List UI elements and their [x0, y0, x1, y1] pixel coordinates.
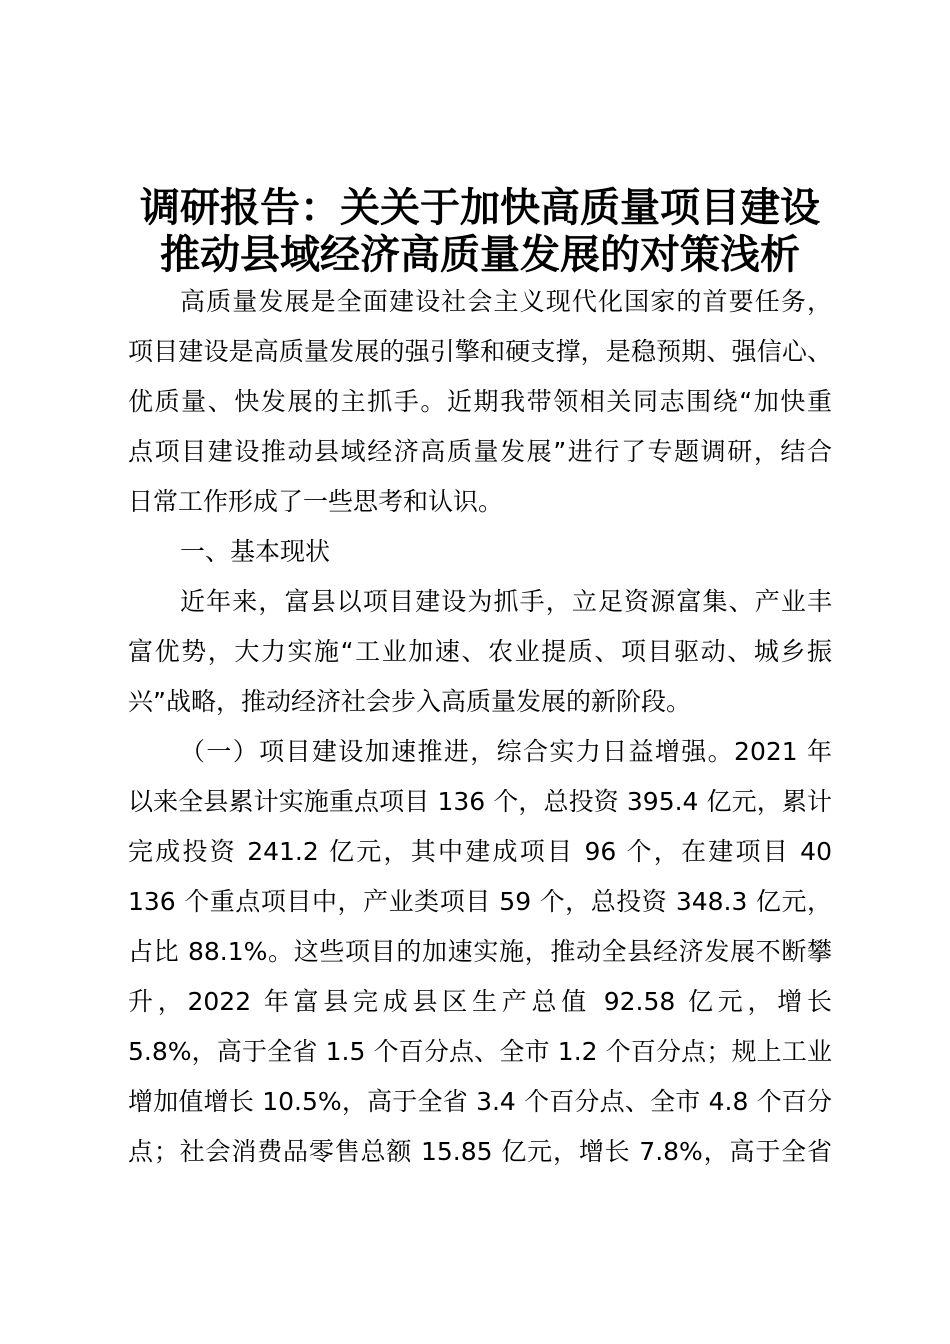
text-line: 增加值增长 10.5%，高于全省 3.4 个百分点、全市 4.8 个百分 [128, 1087, 832, 1116]
text-line: 点项目建设推动县域经济高质量发展”进行了专题调研，结合 [128, 437, 832, 466]
text-line: 项目建设是高质量发展的强引擎和硬支撑，是稳预期、强信心、 [128, 337, 832, 366]
text-line: 优质量、快发展的主抓手。近期我带领相关同志围绕“加快重 [128, 387, 832, 416]
document-title-line: 调研报告：关关于加快高质量项目建设 [140, 185, 820, 231]
text-line: 136 个重点项目中，产业类项目 59 个，总投资 348.3 亿元， [128, 887, 832, 916]
section-heading-text: 一、基本现状 [180, 537, 331, 566]
paragraph-overview [128, 577, 832, 727]
text-line: 近年来，富县以项目建设为抓手，立足资源富集、产业丰 [180, 587, 832, 616]
text-line: 以来全县累计实施重点项目 136 个，总投资 395.4 亿元，累计 [128, 787, 832, 816]
text-line: 完成投资 241.2 亿元，其中建成项目 96 个，在建项目 40 [128, 837, 832, 866]
text-line: 升，2022 年富县完成县区生产总值 92.58 亿元，增长 [128, 987, 832, 1016]
paragraph-intro [128, 277, 832, 527]
section-heading [128, 527, 832, 577]
document-title [120, 185, 840, 279]
text-line: 高质量发展是全面建设社会主义现代化国家的首要任务， [180, 287, 832, 316]
text-line: （一）项目建设加速推进，综合实力日益增强。2021 年 [180, 737, 832, 766]
document-body [128, 277, 832, 1177]
text-line: 富优势，大力实施“工业加速、农业提质、项目驱动、城乡振 [128, 637, 832, 666]
paragraph-project-construction [128, 727, 832, 1177]
text-line: 点；社会消费品零售总额 15.85 亿元，增长 7.8%，高于全省 [128, 1137, 832, 1166]
text-line: 占比 88.1%。这些项目的加速实施，推动全县经济发展不断攀 [128, 937, 832, 966]
text-line: 兴”战略，推动经济社会步入高质量发展的新阶段。 [128, 687, 691, 716]
document-title-line: 推动县域经济高质量发展的对策浅析 [160, 232, 800, 278]
text-line: 日常工作形成了一些思考和认识。 [128, 487, 504, 516]
text-line: 5.8%，高于全省 1.5 个百分点、全市 1.2 个百分点；规上工业 [128, 1037, 832, 1066]
